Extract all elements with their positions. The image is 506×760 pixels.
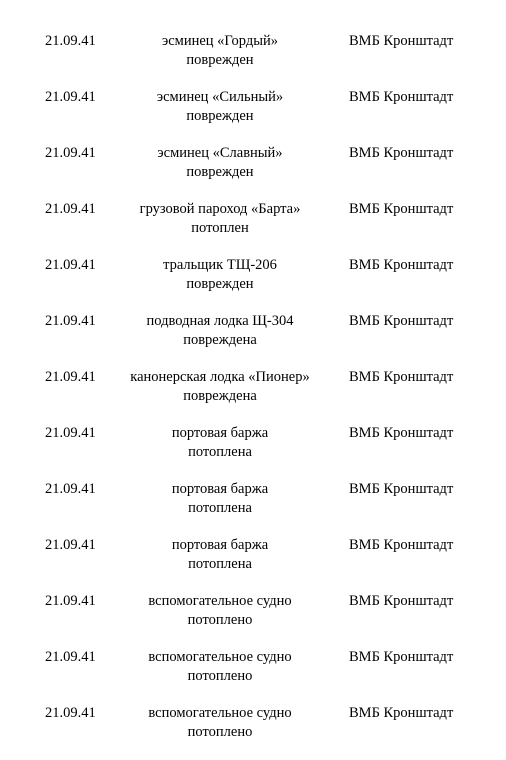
row-status: потоплена — [188, 444, 252, 460]
row-vessel: портовая баржа — [171, 425, 269, 441]
table-row — [0, 424, 506, 480]
row-date: 21.09.41 — [45, 145, 96, 161]
row-description — [100, 480, 340, 518]
table-row — [0, 256, 506, 312]
row-vessel: эсминец «Славный» — [157, 145, 283, 161]
row-status: потоплен — [191, 220, 249, 236]
row-status: поврежден — [186, 52, 254, 68]
row-date: 21.09.41 — [45, 257, 96, 273]
row-description — [100, 704, 340, 742]
row-status: потоплено — [187, 724, 253, 740]
row-place: ВМБ Кронштадт — [349, 89, 454, 105]
row-status: повреждена — [183, 388, 257, 404]
row-vessel: вспомогательное судно — [148, 649, 292, 665]
table-row — [0, 312, 506, 368]
row-date: 21.09.41 — [45, 537, 96, 553]
row-date: 21.09.41 — [45, 89, 96, 105]
row-description — [100, 368, 340, 406]
table-row — [0, 480, 506, 536]
row-place: ВМБ Кронштадт — [349, 537, 454, 553]
row-date: 21.09.41 — [45, 201, 96, 217]
row-place: ВМБ Кронштадт — [349, 705, 454, 721]
row-description — [100, 144, 340, 182]
row-date: 21.09.41 — [45, 481, 96, 497]
row-date: 21.09.41 — [45, 425, 96, 441]
row-description — [100, 32, 340, 70]
row-vessel: портовая баржа — [171, 481, 269, 497]
losses-table — [0, 32, 506, 760]
row-place: ВМБ Кронштадт — [349, 313, 454, 329]
row-status: повреждена — [183, 332, 257, 348]
table-row — [0, 32, 506, 88]
row-status: потоплена — [188, 556, 252, 572]
row-status: потоплено — [187, 668, 253, 684]
row-date: 21.09.41 — [45, 649, 96, 665]
row-date: 21.09.41 — [45, 369, 96, 385]
row-vessel: эсминец «Гордый» — [162, 33, 278, 49]
row-place: ВМБ Кронштадт — [349, 257, 454, 273]
table-row — [0, 536, 506, 592]
row-vessel: вспомогательное судно — [148, 705, 292, 721]
table-row — [0, 144, 506, 200]
row-place: ВМБ Кронштадт — [349, 369, 454, 385]
row-date: 21.09.41 — [45, 593, 96, 609]
table-row — [0, 88, 506, 144]
row-place: ВМБ Кронштадт — [349, 145, 454, 161]
table-row — [0, 200, 506, 256]
row-place: ВМБ Кронштадт — [349, 649, 454, 665]
table-row — [0, 368, 506, 424]
row-vessel: грузовой пароход «Барта» — [139, 201, 301, 217]
row-vessel: вспомогательное судно — [148, 593, 292, 609]
row-status: потоплено — [187, 612, 253, 628]
row-status: потоплена — [188, 500, 252, 516]
row-vessel: эсминец «Сильный» — [156, 89, 284, 105]
table-row — [0, 648, 506, 704]
row-status: поврежден — [186, 276, 254, 292]
row-description — [100, 424, 340, 462]
row-date: 21.09.41 — [45, 705, 96, 721]
table-row — [0, 592, 506, 648]
row-status: поврежден — [186, 108, 254, 124]
row-place: ВМБ Кронштадт — [349, 201, 454, 217]
row-place: ВМБ Кронштадт — [349, 593, 454, 609]
row-vessel: портовая баржа — [171, 537, 269, 553]
row-vessel: подводная лодка Щ-304 — [146, 313, 294, 329]
row-status: поврежден — [186, 164, 254, 180]
row-description — [100, 592, 340, 630]
row-description — [100, 200, 340, 238]
row-description — [100, 312, 340, 350]
row-description — [100, 536, 340, 574]
row-place: ВМБ Кронштадт — [349, 425, 454, 441]
row-description — [100, 88, 340, 126]
table-row — [0, 704, 506, 760]
row-date: 21.09.41 — [45, 313, 96, 329]
row-date: 21.09.41 — [45, 33, 96, 49]
row-description — [100, 648, 340, 686]
row-vessel: тральщик ТЩ-206 — [163, 257, 277, 273]
row-place: ВМБ Кронштадт — [349, 33, 454, 49]
row-description — [100, 256, 340, 294]
row-vessel: канонерская лодка «Пионер» — [130, 369, 310, 385]
row-place: ВМБ Кронштадт — [349, 481, 454, 497]
